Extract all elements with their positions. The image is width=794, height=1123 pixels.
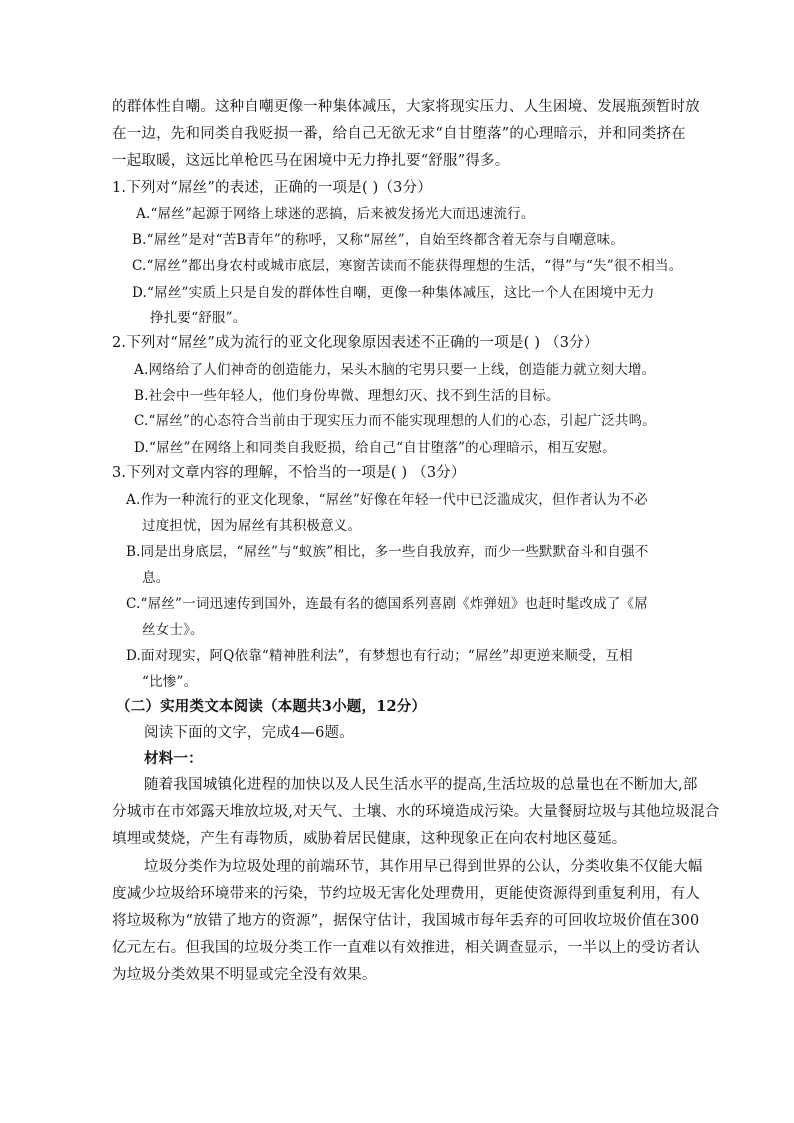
paragraph-line: 将垃圾称为“放错了地方的资源”，据保守估计，我国城市每年丢弃的可回收垃圾价值在300 <box>112 913 700 929</box>
option-c: C.“屌丝”都出身农村或城市底层，寒窗苦读而不能获得理想的生活，“得”与“失”很不相当。 <box>132 258 683 274</box>
material-label: 材料一： <box>144 750 203 767</box>
option-b-cont: 息。 <box>142 570 170 586</box>
paragraph-line: 填埋或焚烧，产生有毒物质，威胁着居民健康，这种现象正在向农村地区蔓延。 <box>112 831 627 847</box>
text-line: 在一边，先和同类自我贬损一番，给自己无欲无求“自甘堕落”的心理暗示，并和同类挤在 <box>112 126 686 142</box>
section-heading: （二）实用类文本阅读（本题共3小题，12分） <box>116 698 427 715</box>
option-c: C.“屌丝”一词迅速传到国外，连最有名的德国系列喜剧《炸弹妞》也赶时髦改成了《屌 <box>126 596 648 612</box>
option-b: B.社会中一些年轻人，他们身份卑微、理想幻灭、找不到生活的目标。 <box>134 388 560 404</box>
text-line: 的群体性自嘲。这种自嘲更像一种集体减压，大家将现实压力、人生困境、发展瓶颈暂时放 <box>112 99 700 115</box>
question-stem: 2.下列对“屌丝”成为流行的亚文化现象原因表述不正确的一项是( ) （3分） <box>112 335 599 351</box>
option-a: A.作为一种流行的亚文化现象，“屌丝”好像在年轻一代中已泛滥成灾，但作者认为不必 <box>126 492 648 508</box>
paragraph-line: 度减少垃圾给环境带来的污染，节约垃圾无害化处理费用，更能使资源得到重复利用，有人 <box>112 886 700 902</box>
option-d: D.“屌丝”实质上只是自发的群体性自嘲，更像一种集体减压，这比一个人在困境中无力 <box>132 285 655 301</box>
option-d-cont: 挣扎要“舒服”。 <box>150 310 247 326</box>
option-b: B.“屌丝”是对“苦B青年”的称呼，又称“屌丝”，自始至终都含着无奈与自嘲意味。 <box>132 232 625 248</box>
option-c: C.“屌丝”的心态符合当前由于现实压力而不能实现理想的人们的心态，引起广泛共鸣。 <box>134 413 656 429</box>
text-line: 一起取暖，这远比单枪匹马在困境中无力挣扎要“舒服”得多。 <box>112 153 510 169</box>
paragraph-line: 亿元左右。但我国的垃圾分类工作一直难以有效推进，相关调查显示，一半以上的受访者认 <box>112 940 700 956</box>
paragraph-line: 为垃圾分类效果不明显或完全没有效果。 <box>112 967 377 983</box>
option-a-cont: 过度担忧，因为屌丝有其积极意义。 <box>142 518 362 534</box>
paragraph-line: 垃圾分类作为垃圾处理的前端环节，其作用早已得到世界的公认，分类收集不仅能大幅 <box>144 859 703 875</box>
option-c-cont: 丝女士》。 <box>142 622 204 638</box>
option-d-cont: “比惨”。 <box>142 674 198 690</box>
option-a: A.“屌丝”起源于网络上球迷的恶搞，后来被发扬光大而迅速流行。 <box>136 206 535 222</box>
paragraph-line: 分城市在市郊露天堆放垃圾,对天气、土壤、水的环境造成污染。大量餐厨垃圾与其他垃圾混合 <box>112 804 720 820</box>
option-d: D.面对现实，阿Q依靠“精神胜利法”，有梦想也有行动；“屌丝”却更逆来顺受，互相 <box>126 648 633 664</box>
paragraph-line: 随着我国城镇化进程的加快以及人民生活水平的提高,生活垃圾的总量也在不断加大,部 <box>144 777 698 793</box>
question-stem: 3.下列对文章内容的理解，不恰当的一项是( ) （3分） <box>112 465 466 481</box>
question-stem: 1.下列对“屌丝”的表述，正确的一项是( )（3分） <box>112 180 433 196</box>
option-b: B.同是出身底层，“屌丝”与“蚁族”相比，多一些自我放弃，而少一些默默奋斗和自强不 <box>126 544 649 560</box>
option-a: A.网络给了人们神奇的创造能力，呆头木脑的宅男只要一上线，创造能力就立刻大增。 <box>134 362 656 378</box>
section-instruction: 阅读下面的文字，完成4—6题。 <box>144 725 354 741</box>
option-d: D.“屌丝”在网络上和同类自我贬损，给自己“自甘堕落”的心理暗示，相互安慰。 <box>134 440 616 456</box>
